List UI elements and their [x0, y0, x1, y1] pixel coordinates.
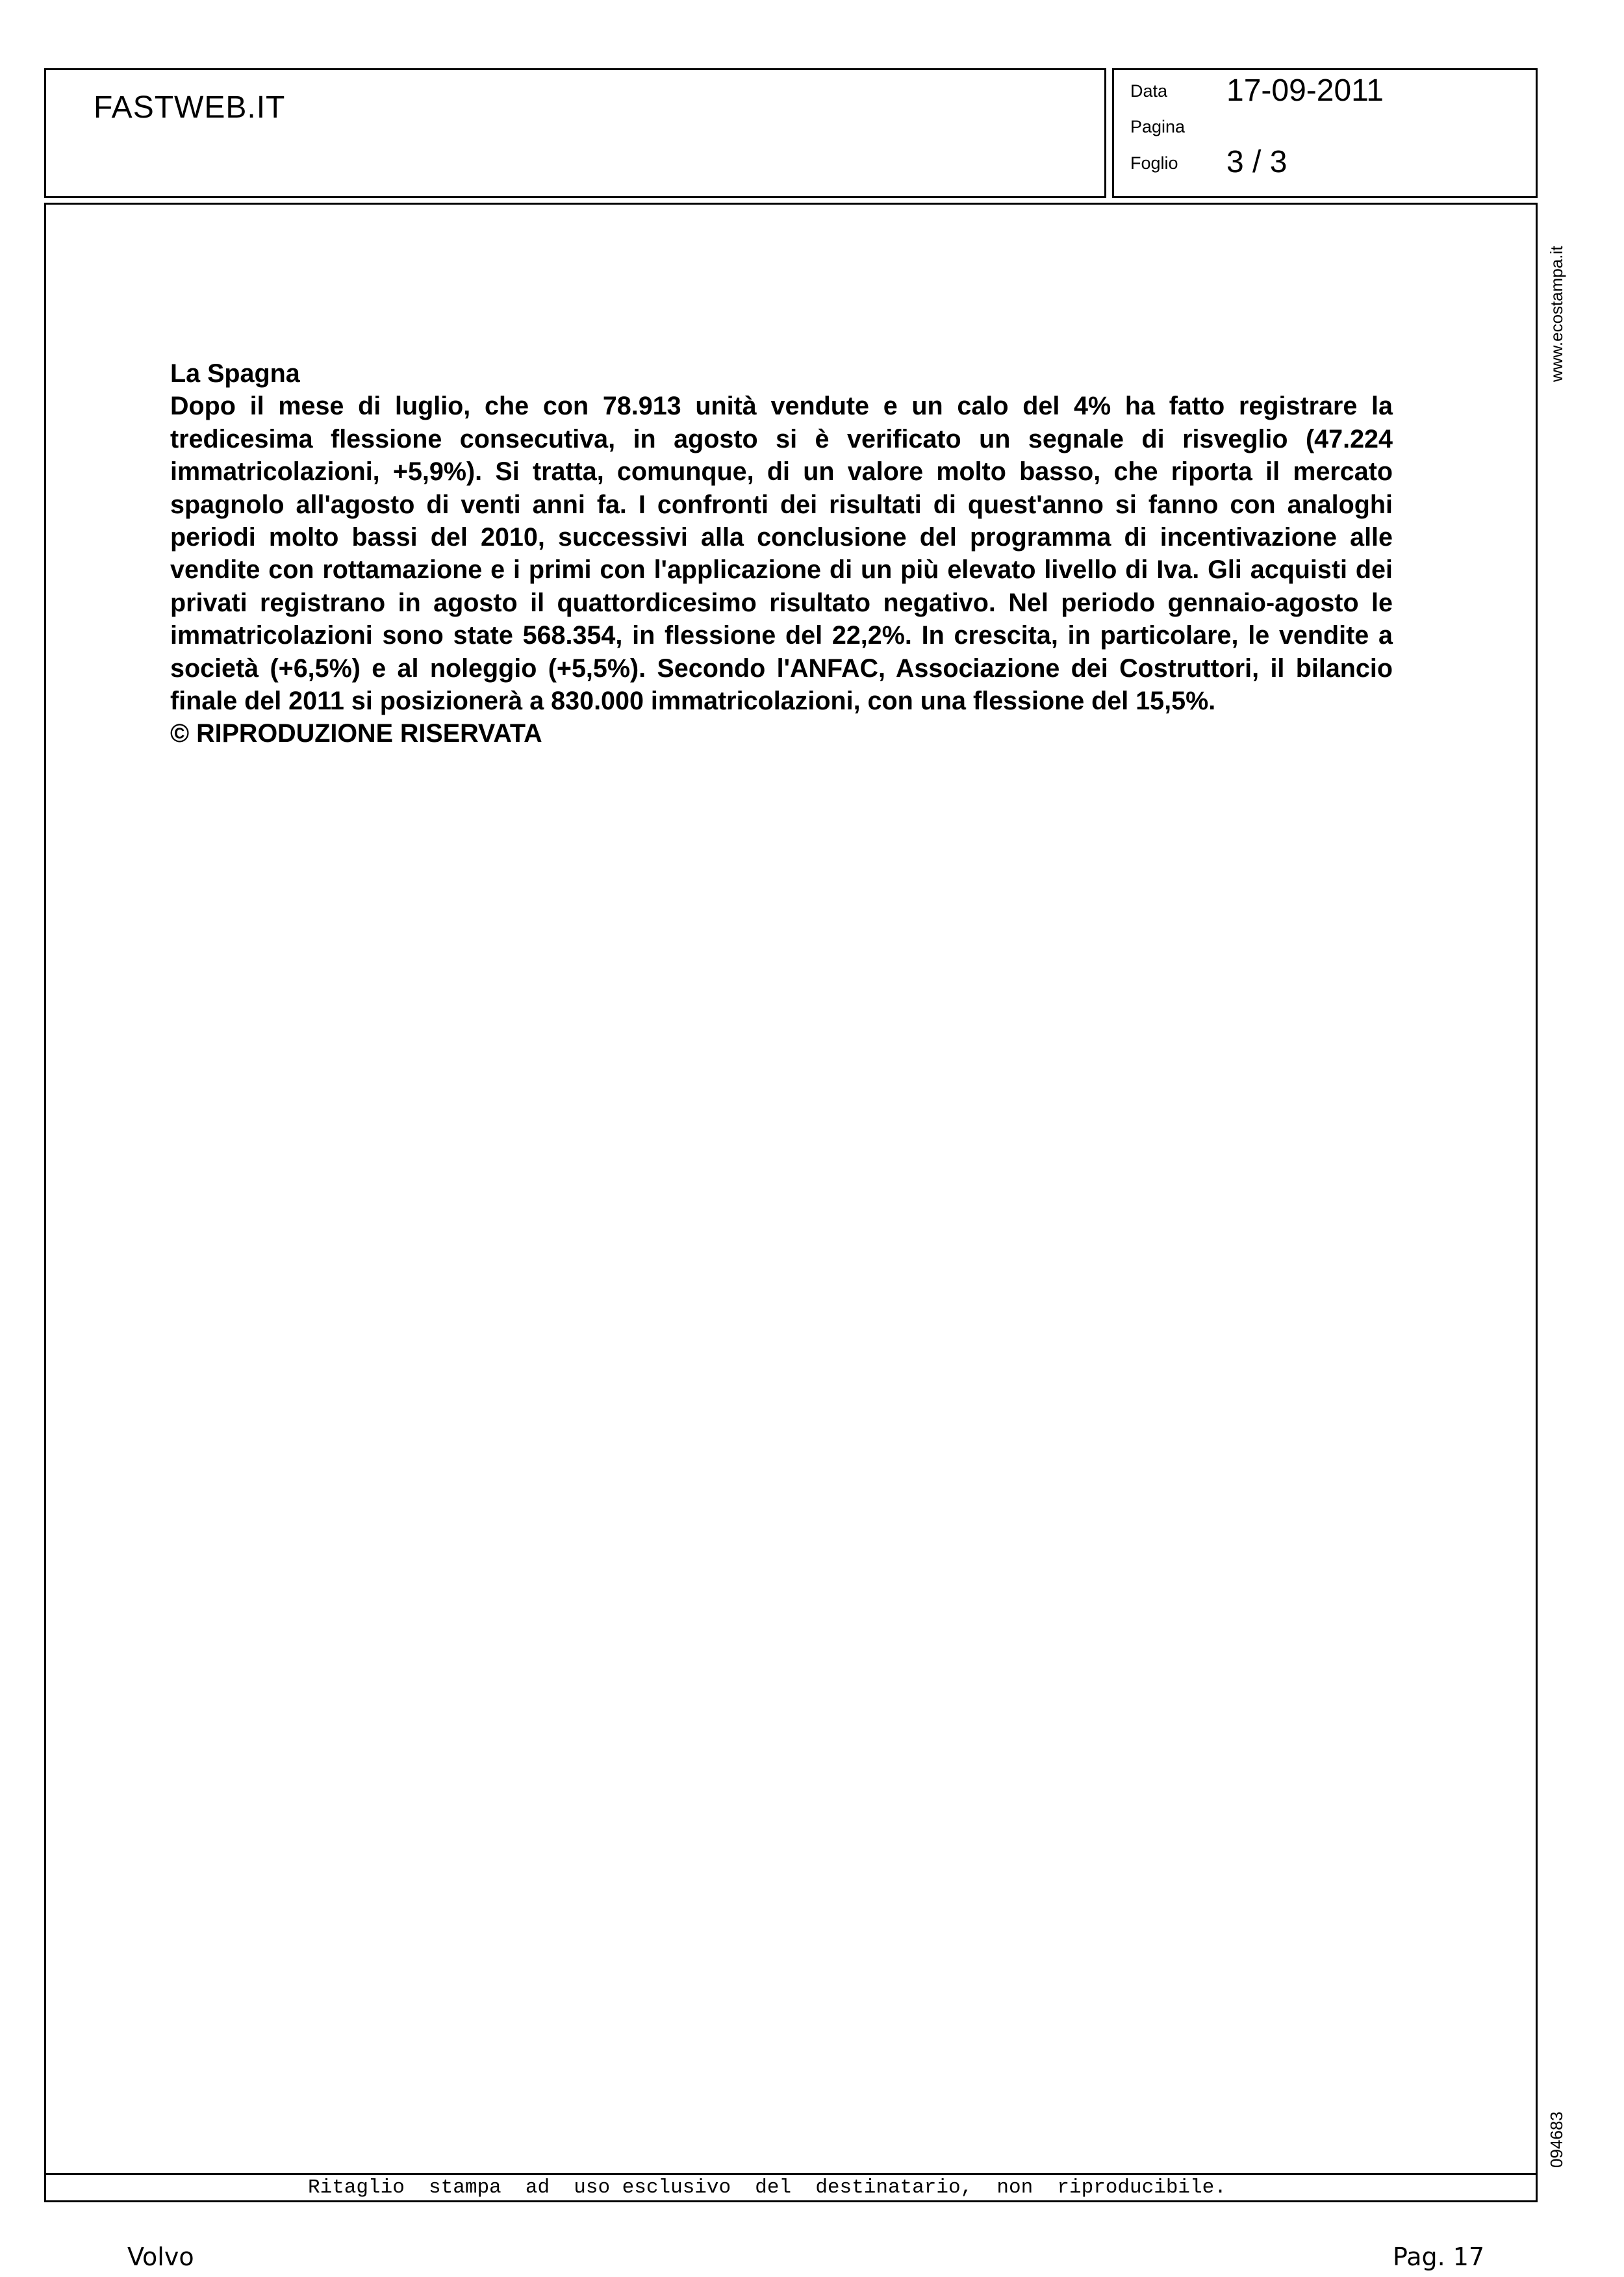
client-name: Volvo [127, 2243, 194, 2271]
sheet-value: 3 / 3 [1226, 145, 1288, 179]
article-body: Dopo il mese di luglio, che con 78.913 unità vendute e un calo del 4% ha fatto registrare la tredicesima flessione consecutiva, in agosto si è verificato un segnale di risveglio (47.224 immatricolazioni, +5,9%). Si tratta, comunque, di un valore molto basso, che riporta il mercato spagnolo all'agosto di venti anni fa. I confronti dei risultati di quest'anno si fanno con analoghi periodi molto bassi del 2010, successivi alla conclusione del programma di incentivazione alle vendite con rottamazione e i primi con l'applicazione di un più elevato livello di Iva. Gli acquisti dei privati registrano in agosto il quattordicesimo risultato negativo. Nel periodo gennaio-agosto le immatricolazioni sono state 568.354, in flessione del 22,2%. In crescita, in particolare, le vendite a società (+6,5%) e al noleggio (+5,5%). Secondo l'ANFAC, Associazione dei Costruttori, il bilancio finale del 2011 si posizionerà a 830.000 immatricolazioni, con una flessione del 15,5%. [170, 392, 1393, 716]
website-vertical-text: www.ecostampa.it [1547, 246, 1566, 382]
document-code-vertical-text: 094683 [1547, 2111, 1566, 2168]
copyright-line: © RIPRODUZIONE RISERVATA [170, 719, 542, 748]
page-label: Pagina [1130, 117, 1186, 136]
source-title: FASTWEB.IT [94, 90, 286, 125]
sheet-label: Foglio [1130, 153, 1178, 173]
article-heading: La Spagna [170, 359, 300, 388]
header-source-box [44, 68, 1106, 198]
date-value: 17-09-2011 [1226, 73, 1384, 108]
date-label: Data [1130, 81, 1168, 101]
page-number: Pag. 17 [1393, 2243, 1485, 2271]
footer-note: Ritaglio stampa ad uso esclusivo del destinatario, non riproducibile. [308, 2176, 1226, 2199]
article [170, 357, 1393, 750]
footer-divider [44, 2173, 1538, 2175]
